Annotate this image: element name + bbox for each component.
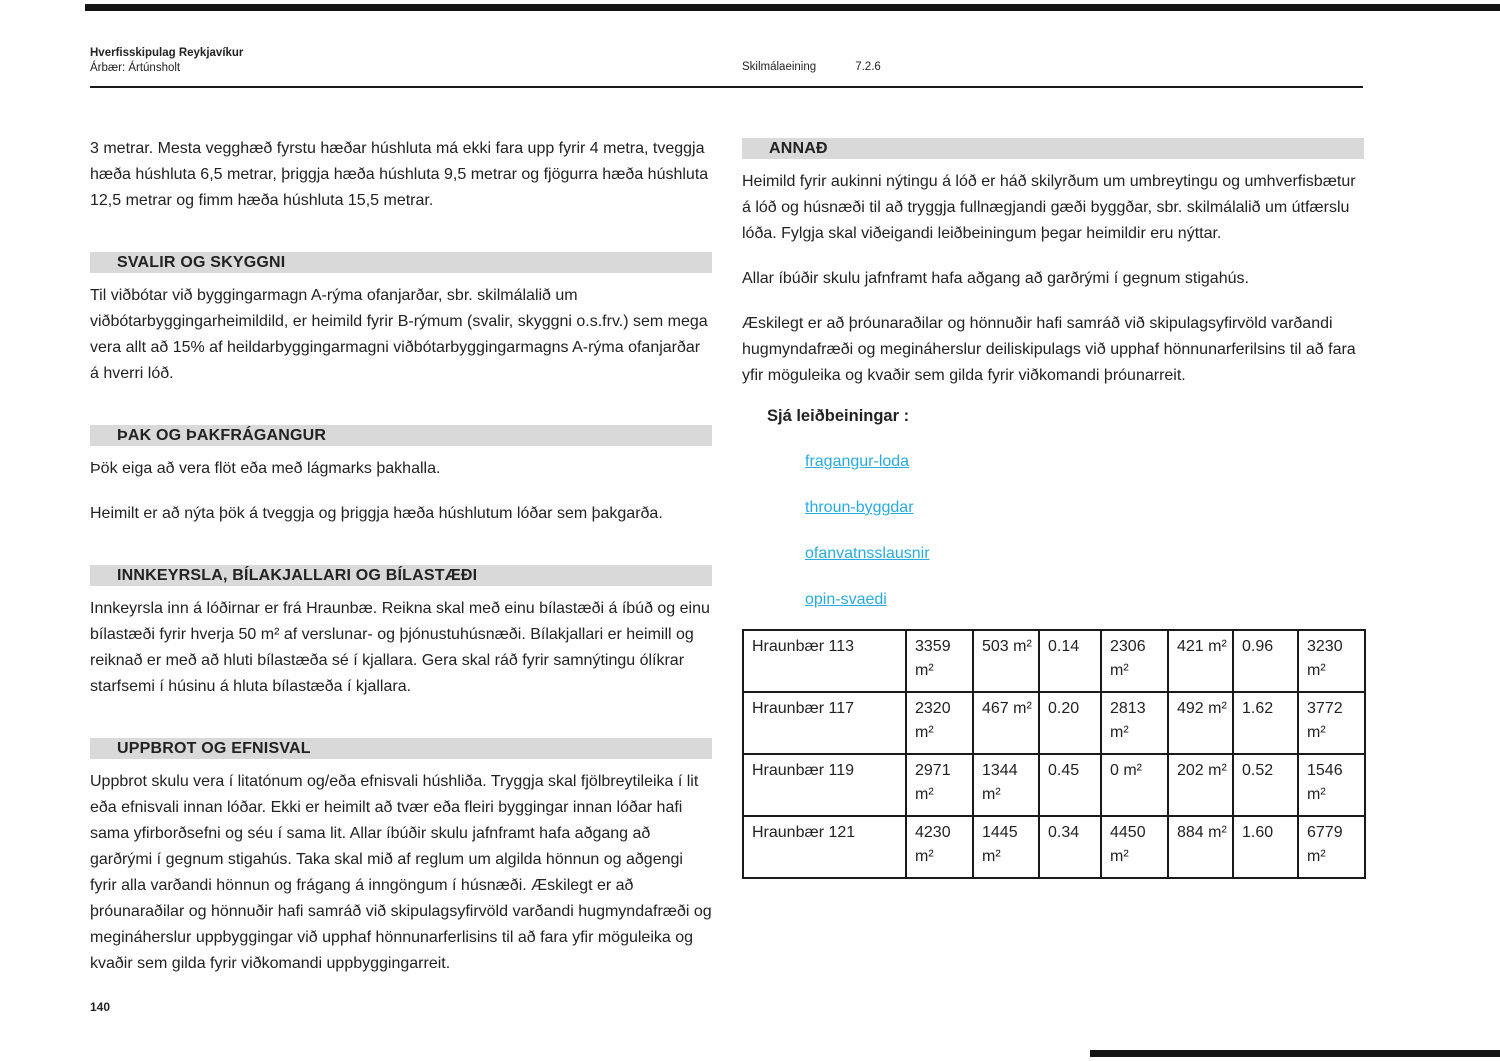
guidelines-title: Sjá leiðbeiningar : <box>767 407 910 425</box>
top-page-edge-bar <box>85 4 1500 11</box>
section-heading-uppbrot: UPPBROT OG EFNISVAL <box>90 738 712 759</box>
table-cell: 0.45 <box>1039 754 1101 816</box>
table-cell: 0 m² <box>1101 754 1168 816</box>
table-cell-lot-name: Hraunbær 113 <box>743 630 906 692</box>
left-column <box>90 136 712 977</box>
table-cell-lot-name: Hraunbær 119 <box>743 754 906 816</box>
link-throun-byggdar[interactable]: throun-byggdar <box>805 499 914 516</box>
table-cell: 3772 m² <box>1298 692 1365 754</box>
table-cell: 492 m² <box>1168 692 1233 754</box>
table-cell: 1344 m² <box>973 754 1039 816</box>
table-cell: 0.14 <box>1039 630 1101 692</box>
table-cell: 3359 m² <box>906 630 973 692</box>
section-heading-thak: ÞAK OG ÞAKFRÁGANGUR <box>90 425 712 446</box>
table-cell: 2306 m² <box>1101 630 1168 692</box>
table-cell: 503 m² <box>973 630 1039 692</box>
header-label: Skilmálaeining <box>742 61 817 73</box>
table-row <box>743 754 1365 816</box>
table-cell-lot-name: Hraunbær 117 <box>743 692 906 754</box>
document-subtitle: Árbær: Ártúnsholt <box>90 62 181 74</box>
table-row <box>743 630 1365 692</box>
table-cell: 421 m² <box>1168 630 1233 692</box>
lot-area-table <box>742 629 1366 879</box>
header-right <box>742 60 881 75</box>
paragraph: Uppbrot skulu vera í litatónum og/eða efnisvali húshliða. Tryggja skal fjölbreytileika í lit eða efnisvali innan lóðar. Ekki er heimilt að tvær eða fleiri byggingar innan lóðar hafi sama yfirborðsefni og séu í sama lit. Allar íbúðir skulu jafnframt hafa aðgang að garðrými í gegnum stigahús. Taka skal mið af reglum um algilda hönnun og aðgengi fyrir alla varðandi hönnun og frágang á inngöngum í húsnæði. Æskilegt er að þróunaraðilar og hönnuðir hafi samráð við skipulagsyfirvöld varðandi hugmyndafræði og megináherslur uppbyggingar við upphaf hönnunarferlisins til að fara yfir möguleika og kvaðir sem gilda fyrir viðkomandi uppbyggingarreit. <box>90 773 712 972</box>
right-column <box>742 138 1364 879</box>
paragraph: Allar íbúðir skulu jafnframt hafa aðgang að garðrými í gegnum stigahús. <box>742 270 1249 287</box>
table-cell: 2971 m² <box>906 754 973 816</box>
table-cell: 4230 m² <box>906 816 973 878</box>
table-cell: 1546 m² <box>1298 754 1365 816</box>
table-cell: 467 m² <box>973 692 1039 754</box>
table-cell: 6779 m² <box>1298 816 1365 878</box>
table-cell: 4450 m² <box>1101 816 1168 878</box>
page-number: 140 <box>90 1000 111 1014</box>
bottom-page-edge-bar <box>1090 1050 1500 1057</box>
link-ofanvatnsslausnir[interactable]: ofanvatnsslausnir <box>805 545 930 562</box>
table-cell: 3230 m² <box>1298 630 1365 692</box>
table-cell: 0.20 <box>1039 692 1101 754</box>
table-cell: 2320 m² <box>906 692 973 754</box>
paragraph: Þök eiga að vera flöt eða með lágmarks þakhalla. <box>90 460 441 477</box>
table-cell: 202 m² <box>1168 754 1233 816</box>
intro-paragraph: 3 metrar. Mesta vegghæð fyrstu hæðar húshluta má ekki fara upp fyrir 4 metra, tveggja hæða húshluta 6,5 metrar, þriggja hæða húshluta 9,5 metrar og fjögurra hæða húshluta 12,5 metrar og fimm hæða húshluta 15,5 metrar. <box>90 140 709 209</box>
paragraph: Innkeyrsla inn á lóðirnar er frá Hraunbæ. Reikna skal með einu bílastæði á íbúð og einu bílastæði fyrir hverja 50 m² af verslunar- og þjónustuhúsnæði. Bílakjallari er heimill og reiknað er með að hluti bílastæða sé í kjallara. Gera skal ráð fyrir samnýtingu ólíkrar starfsemi í húsinu á hluta bílastæða í kjallara. <box>90 600 710 695</box>
table-cell-lot-name: Hraunbær 121 <box>743 816 906 878</box>
link-row <box>742 587 1364 613</box>
paragraph: Æskilegt er að þróunaraðilar og hönnuðir hafi samráð við skipulagsyfirvöld varðandi hugmyndafræði og megináherslur deiliskipulags við upphaf hönnunarferilsins til að fara yfir möguleika og kvaðir sem gilda fyrir viðkomandi þróunarreit. <box>742 315 1356 384</box>
link-row <box>742 541 1364 567</box>
table-cell: 884 m² <box>1168 816 1233 878</box>
table-cell: 1.60 <box>1233 816 1298 878</box>
table-cell: 0.52 <box>1233 754 1298 816</box>
paragraph: Heimilt er að nýta þök á tveggja og þriggja hæða húshlutum lóðar sem þakgarða. <box>90 505 663 522</box>
link-fragangur-loda[interactable]: fragangur-loda <box>805 453 910 470</box>
header-divider <box>90 86 1363 88</box>
section-heading-svalir: SVALIR OG SKYGGNI <box>90 252 712 273</box>
section-heading-innkeyrsla: INNKEYRSLA, BÍLAKJALLARI OG BÍLASTÆÐI <box>90 565 712 586</box>
section-heading-annad: ANNAÐ <box>742 138 1364 159</box>
table-row <box>743 816 1365 878</box>
table-cell: 2813 m² <box>1101 692 1168 754</box>
table-cell: 0.34 <box>1039 816 1101 878</box>
paragraph: Til viðbótar við byggingarmagn A-rýma ofanjarðar, sbr. skilmálalið um viðbótarbyggingarheimildild, er heimild fyrir B-rýmum (svalir, skyggni o.s.frv.) sem mega vera allt að 15% af heildarbyggingarmagni viðbótarbyggingarmagns A-rýma ofanjarðar á hverri lóð. <box>90 287 708 382</box>
table-row <box>743 692 1365 754</box>
link-opin-svaedi[interactable]: opin-svaedi <box>805 591 887 608</box>
header-left <box>90 46 243 76</box>
table-cell: 1.62 <box>1233 692 1298 754</box>
table-cell: 1445 m² <box>973 816 1039 878</box>
section-number: 7.2.6 <box>855 61 881 73</box>
link-row <box>742 495 1364 521</box>
paragraph: Heimild fyrir aukinni nýtingu á lóð er háð skilyrðum um umbreytingu og umhverfisbætur á lóð og húsnæði til að tryggja fullnægjandi gæði byggðar, sbr. skilmálalið um útfærslu lóða. Fylgja skal viðeigandi leiðbeiningum þegar heimildir eru nýttar. <box>742 173 1356 242</box>
table-cell: 0.96 <box>1233 630 1298 692</box>
link-row <box>742 449 1364 475</box>
document-title: Hverfisskipulag Reykjavíkur <box>90 47 244 59</box>
